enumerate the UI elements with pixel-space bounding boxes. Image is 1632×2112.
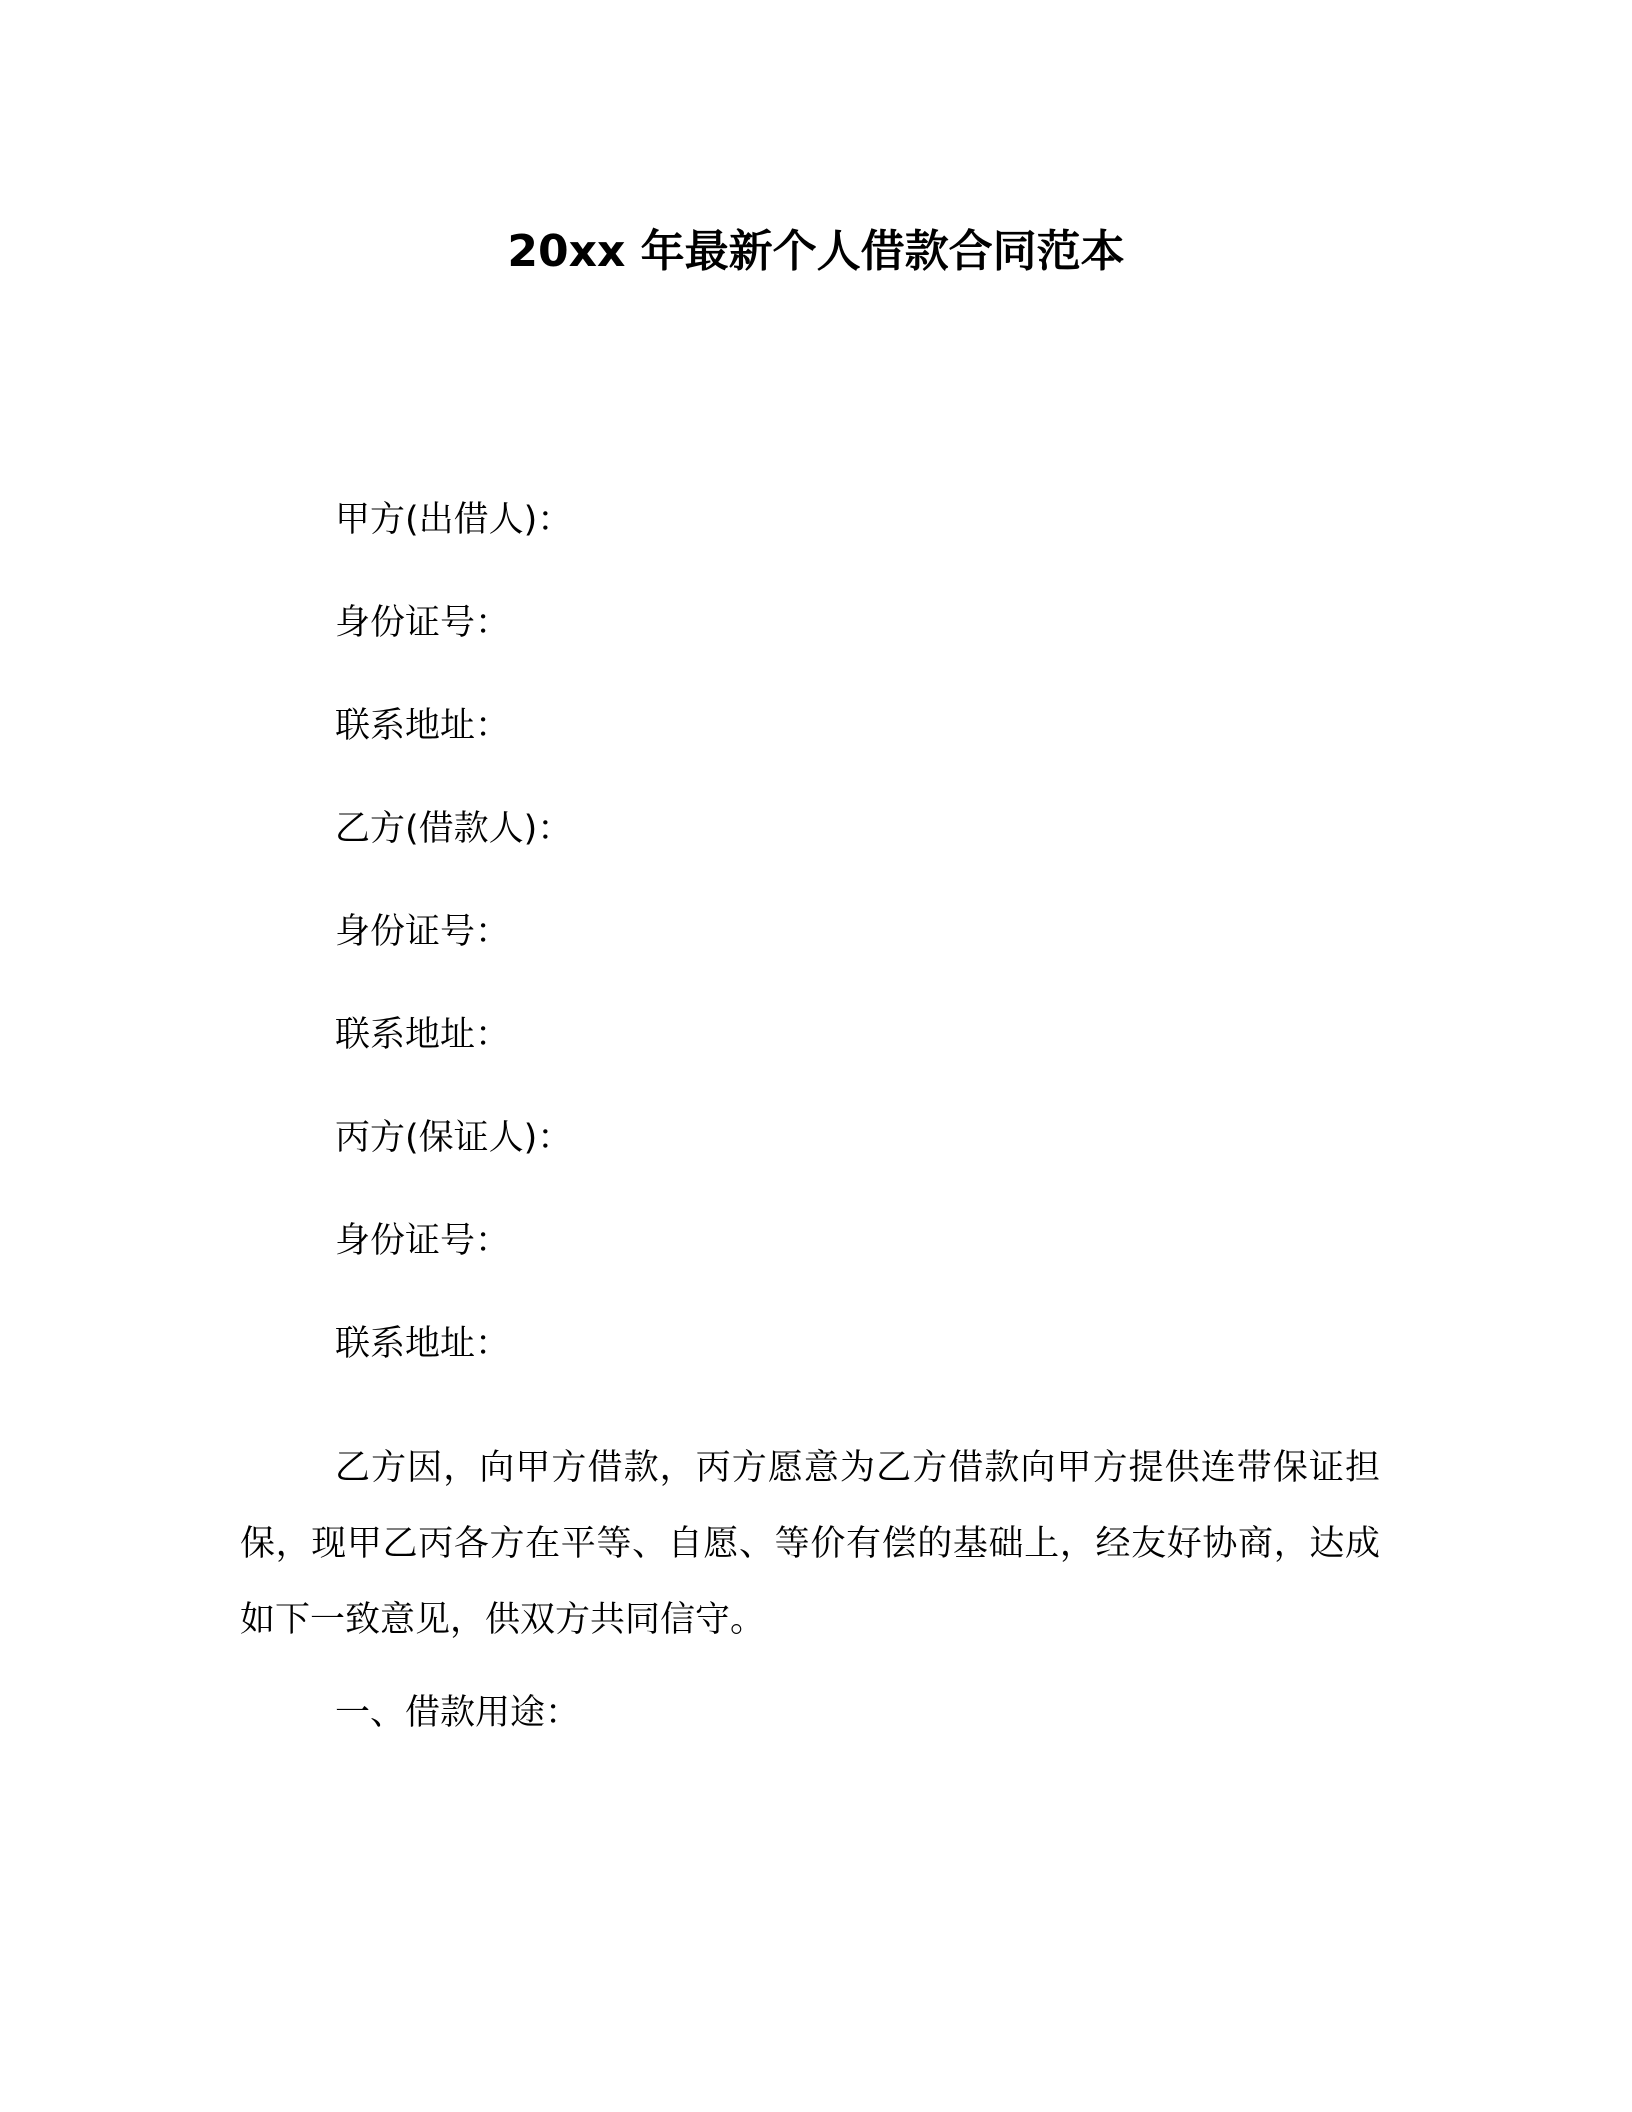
section-heading-loan-purpose: 一、借款用途： bbox=[335, 1693, 581, 1733]
lender-id-field: 身份证号： bbox=[335, 603, 511, 643]
intro-paragraph: 乙方因，向甲方借款，丙方愿意为乙方借款向甲方提供连带保证担保，现甲乙丙各方在平等、自愿、等价有偿的基础上，经友好协商，达成如下一致意见，供双方共同信守。 bbox=[240, 1448, 1380, 1640]
page-title: 20xx 年最新个人借款合同范本 bbox=[507, 226, 1125, 277]
lender-name-field: 甲方(出借人)： bbox=[335, 500, 573, 540]
borrower-address-field: 联系地址： bbox=[335, 1015, 511, 1055]
guarantor-id-field: 身份证号： bbox=[335, 1221, 511, 1261]
borrower-name-field: 乙方(借款人)： bbox=[335, 809, 573, 849]
lender-address-field: 联系地址： bbox=[335, 706, 511, 746]
borrower-id-field: 身份证号： bbox=[335, 912, 511, 952]
guarantor-name-field: 丙方(保证人)： bbox=[335, 1118, 573, 1158]
guarantor-address-field: 联系地址： bbox=[335, 1324, 511, 1364]
